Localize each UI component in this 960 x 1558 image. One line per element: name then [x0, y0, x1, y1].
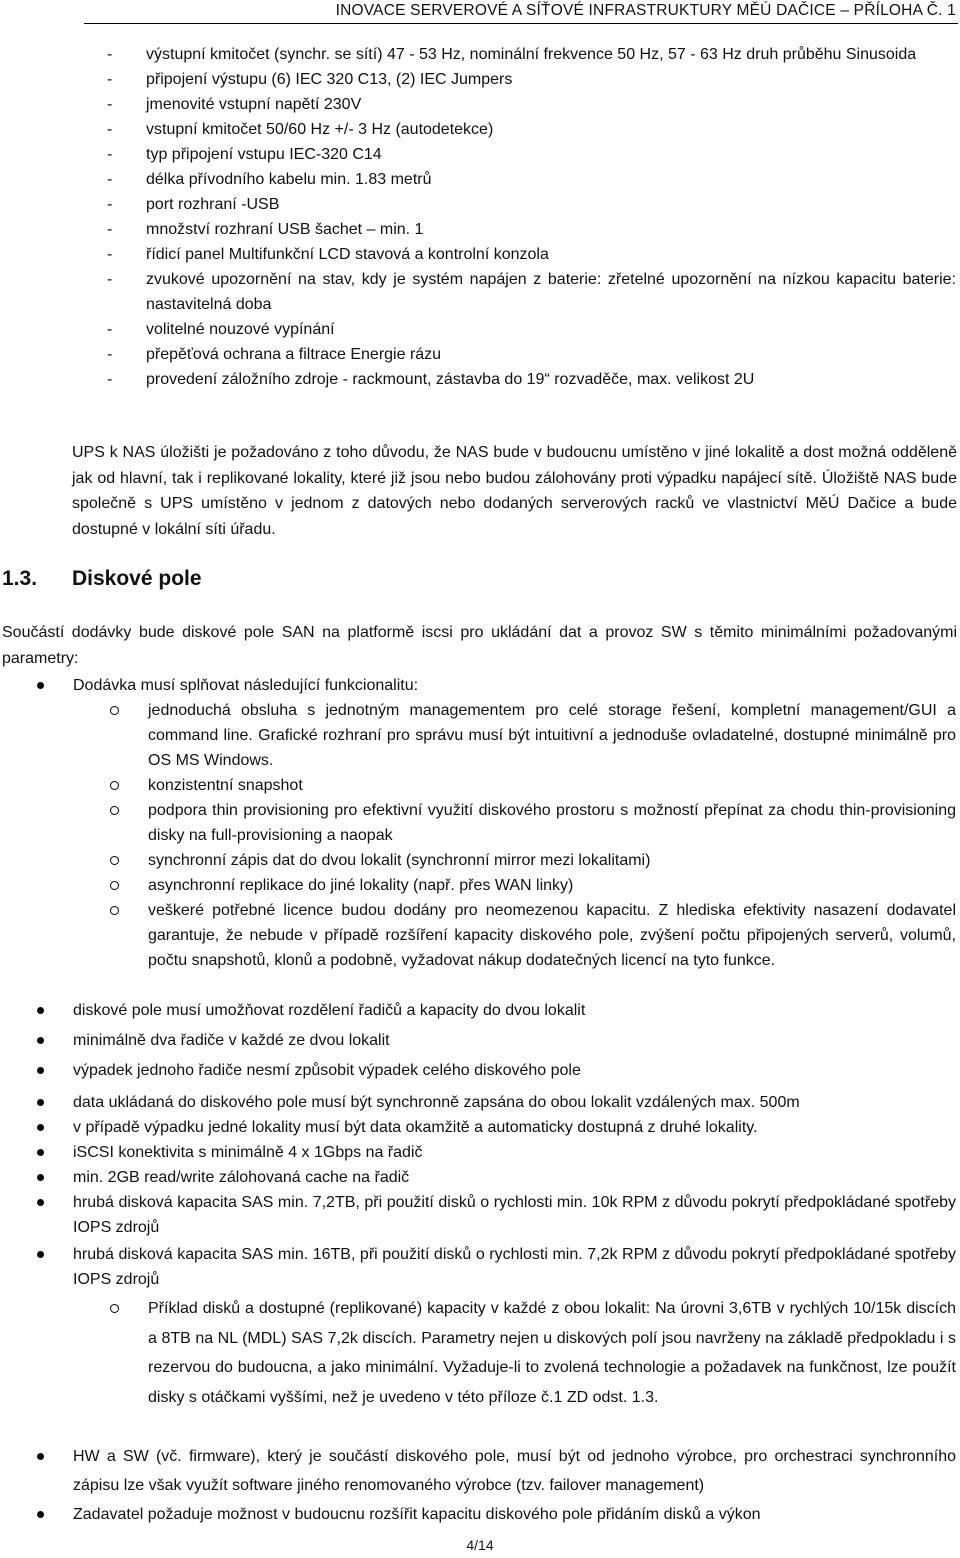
- list-item: diskové pole musí umožňovat rozdělení řadičů a kapacity do dvou lokalit: [0, 998, 960, 1023]
- ups-spec-list: [0, 42, 960, 392]
- requirements-list-b: [0, 998, 960, 1083]
- running-header: INOVACE SERVEROVÉ A SÍŤOVÉ INFRASTRUKTURY MĚÚ DAČICE – PŘÍLOHA Č. 1: [335, 2, 956, 19]
- dash-marker: -: [107, 196, 113, 213]
- circle-marker: [110, 706, 119, 715]
- section-number: 1.3.: [2, 567, 38, 590]
- section-heading: [2, 567, 202, 591]
- list-item: - volitelné nouzové vypínání: [0, 317, 960, 342]
- sub-list-item: jednoduchá obsluha s jednotným managementem pro celé storage řešení, kompletní management/GUI a command line. Grafické rozhraní pro správu musí být intuitivní a jednoduše ovladatelné, dostupné minimálně pro OS MS Windows.: [0, 698, 960, 773]
- circle-marker: [110, 881, 119, 890]
- bullet-marker: [37, 1067, 44, 1074]
- list-item: - řídicí panel Multifunkční LCD stavová a kontrolní konzola: [0, 242, 960, 267]
- bullet-marker: [37, 682, 44, 689]
- sub-list-item: veškeré potřebné licence budou dodány pro neomezenou kapacitu. Z hlediska efektivity nasazení dodavatel garantuje, že nebude v případě rozšíření kapacity diskového pole, zvýšení počtu připojených serverů, volumů, počtu snapshotů, klonů a podobně, vyžadovat nákup dodatečných licencí na tyto funkce.: [0, 898, 960, 973]
- list-item: - množství rozhraní USB šachet – min. 1: [0, 217, 960, 242]
- circle-marker: [110, 1304, 119, 1313]
- list-item: - port rozhraní -USB: [0, 192, 960, 217]
- dash-marker: -: [107, 346, 113, 363]
- bullet-marker: [37, 1453, 44, 1460]
- bullet-marker: [37, 1199, 44, 1206]
- requirements-list-a: [0, 673, 960, 973]
- bullet-marker: [37, 1037, 44, 1044]
- list-item: HW a SW (vč. firmware), který je součástí diskového pole, musí být od jednoho výrobce, pro orchestraci synchronního zápisu lze však využít software jiného renomovaného výrobce (tzv. failover management): [0, 1442, 960, 1500]
- dash-marker: -: [107, 246, 113, 263]
- dash-marker: -: [107, 221, 113, 238]
- section-title: Diskové pole: [72, 567, 202, 590]
- dash-marker: -: [107, 46, 113, 63]
- list-item: - délka přívodního kabelu min. 1.83 metrů: [0, 167, 960, 192]
- sub-list-item: asynchronní replikace do jiné lokality (např. přes WAN linky): [0, 873, 960, 898]
- list-item: min. 2GB read/write zálohovaná cache na řadič: [0, 1165, 960, 1190]
- list-item: data ukládaná do diskového pole musí být synchronně zapsána do obou lokalit vzdálených max. 500m: [0, 1090, 960, 1115]
- circle-marker: [110, 906, 119, 915]
- sub-list-item: Příklad disků a dostupné (replikované) kapacity v každé z obou lokalit: Na úrovni 3,6TB v rychlých 10/15k discích a 8TB na NL (MDL) SAS 7,2k discích. Parametry nejen u diskových polí jsou navrženy na základě předpokladu i s rezervou do budoucna, a jako minimální. Vyžaduje-li to zvolená technologie a požadavek na funkčnost, lze použít disky s otáčkami vyššími, než je uvedeno v této příloze č.1 ZD odst. 1.3.: [0, 1294, 960, 1412]
- list-item: - připojení výstupu (6) IEC 320 C13, (2) IEC Jumpers: [0, 67, 960, 92]
- dash-marker: -: [107, 146, 113, 163]
- list-item: - provedení záložního zdroje - rackmount, zástavba do 19“ rozvaděče, max. velikost 2U: [0, 367, 960, 392]
- page-number: 4/14: [466, 1537, 494, 1553]
- list-item: hrubá disková kapacita SAS min. 7,2TB, při použití disků o rychlosti min. 10k RPM z důvodu pokrytí předpokládané spotřeby IOPS zdrojů: [0, 1190, 960, 1240]
- list-item: - výstupní kmitočet (synchr. se sítí) 47 - 53 Hz, nominální frekvence 50 Hz, 57 - 63 Hz druh průběhu Sinusoida: [0, 42, 960, 67]
- list-item: iSCSI konektivita s minimálně 4 x 1Gbps na řadič: [0, 1140, 960, 1165]
- ups-justification-paragraph: UPS k NAS úložišti je požadováno z toho důvodu, že NAS bude v budoucnu umístěno v jiné lokalitě a dost možná odděleně jak od hlavní, tak i replikované lokality, které již jsou nebo budou zálohovány proti výpadku napájecí sítě. Úložiště NAS bude společně s UPS umístěno v jednom z datových nebo dodaných serverových racků ve vlastnictví MěÚ Dačice a bude dostupné v lokální síti úřadu.: [72, 444, 957, 538]
- bullet-marker: [37, 1511, 44, 1518]
- list-item: Zadavatel požaduje možnost v budoucnu rozšířit kapacitu diskového pole přidáním disků a výkon: [0, 1502, 960, 1527]
- requirements-list-d: [0, 1442, 960, 1527]
- dash-marker: -: [107, 121, 113, 138]
- circle-marker: [110, 856, 119, 865]
- sub-list-item: podpora thin provisioning pro efektivní využití diskového prostoru s možností přepínat za chodu thin-provisioning disky na full-provisioning a naopak: [0, 798, 960, 848]
- dash-marker: -: [107, 171, 113, 188]
- sub-list-item: konzistentní snapshot: [0, 773, 960, 798]
- bullet-marker: [37, 1174, 44, 1181]
- requirements-list-c: [0, 1090, 960, 1412]
- list-item: - vstupní kmitočet 50/60 Hz +/- 3 Hz (autodetekce): [0, 117, 960, 142]
- list-item: - jmenovité vstupní napětí 230V: [0, 92, 960, 117]
- dash-marker: -: [107, 271, 113, 288]
- section-intro-paragraph: Součástí dodávky bude diskové pole SAN na platformě iscsi pro ukládání dat a provoz SW s těmito minimálními požadovanými parametry:: [2, 624, 957, 667]
- bullet-marker: [37, 1007, 44, 1014]
- list-item: - přepěťová ochrana a filtrace Energie rázu: [0, 342, 960, 367]
- header-rule: [84, 23, 958, 24]
- list-item: Dodávka musí splňovat následující funkcionalitu:: [0, 673, 960, 698]
- circle-marker: [110, 806, 119, 815]
- list-item: v případě výpadku jedné lokality musí být data okamžitě a automaticky dostupná z druhé lokality.: [0, 1115, 960, 1140]
- bullet-marker: [37, 1124, 44, 1131]
- list-item: minimálně dva řadiče v každé ze dvou lokalit: [0, 1028, 960, 1053]
- dash-marker: -: [107, 71, 113, 88]
- list-item: - zvukové upozornění na stav, kdy je systém napájen z baterie: zřetelné upozornění na nízkou kapacitu baterie: nastavitelná doba: [0, 267, 960, 317]
- list-item: - typ připojení vstupu IEC-320 C14: [0, 142, 960, 167]
- list-item: výpadek jednoho řadiče nesmí způsobit výpadek celého diskového pole: [0, 1058, 960, 1083]
- dash-marker: -: [107, 96, 113, 113]
- dash-marker: -: [107, 371, 113, 388]
- bullet-marker: [37, 1099, 44, 1106]
- dash-marker: -: [107, 321, 113, 338]
- sub-list-item: synchronní zápis dat do dvou lokalit (synchronní mirror mezi lokalitami): [0, 848, 960, 873]
- circle-marker: [110, 781, 119, 790]
- bullet-marker: [37, 1149, 44, 1156]
- list-item: hrubá disková kapacita SAS min. 16TB, při použití disků o rychlosti min. 7,2k RPM z důvodu pokrytí předpokládané spotřeby IOPS zdrojů: [0, 1242, 960, 1292]
- bullet-marker: [37, 1251, 44, 1258]
